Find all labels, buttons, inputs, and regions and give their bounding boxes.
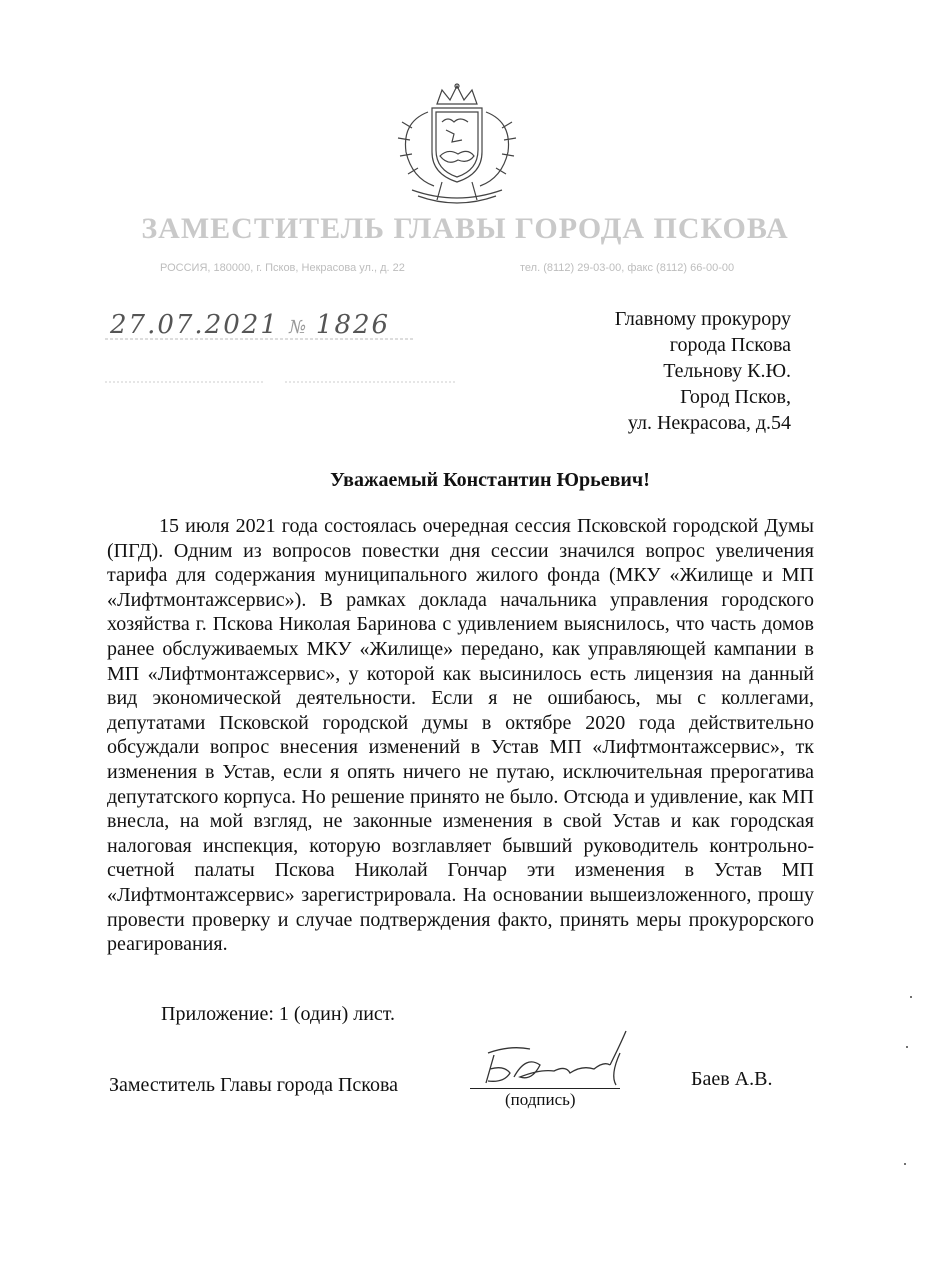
- signer-title: Заместитель Главы города Пскова: [109, 1074, 399, 1096]
- reference-underline: [105, 366, 455, 386]
- contact-address: РОССИЯ, 180000, г. Псков, Некрасова ул., д. 22: [160, 262, 405, 274]
- addressee-line: Главному прокурору: [614, 308, 791, 330]
- registration-number: 1826: [315, 310, 391, 340]
- scan-speck: [906, 1046, 908, 1048]
- addressee-line: города Пскова: [669, 334, 791, 356]
- body-paragraph: 15 июля 2021 года состоялась очередная сессия Псковской городской Думы (ПГД). Одним из вопросов повестки дня сессии значился вопрос увеличения тарифа для содержания муниципального жилого фонда (МКУ «Жилище и МП «Лифтмонтажсервис»). В рамках доклада начальника управления городского хозяйства г. Пскова Николая Баринова с удивлением выяснилось, что часть домов ранее обслуживаемых МКУ «Жилище» передано, как управляющей кампании в МП «Лифтмонтажсервис», у которой как высинилось есть лицензия на данный вид экономической деятельности. Если я не ошибаюсь, мы с коллегами, депутатами Псковской городской думы в октябре 2020 года действительно обсуждали вопрос внесения изменений в Устав МП «Лифтмонтажсервис», тк изменения в Устав, если я опять ничего не путаю, исключительная прерогатива депутатского корпуса. Но решение принято не было. Отсюда и удивление, как МП внесла, на мой взгляд, не законные изменения в свой Устав и как городская налоговая инспекция, которую возглавляет бывший руководитель контрольно-счетной палаты Пскова Николай Гончар эти изменения в Устав МП «Лифтмонтажсервис» зарегистрировала. На основании вышеизложенного, прошу провести проверку и случае подтверждения факто, принять меры прокурорского реагирования.: [107, 515, 814, 956]
- organization-title: ЗАМЕСТИТЕЛЬ ГЛАВЫ ГОРОДА ПСКОВА: [141, 212, 789, 245]
- registration-underline: [105, 312, 415, 340]
- attachment-note: Приложение: 1 (один) лист.: [161, 1003, 396, 1025]
- addressee-line: Тельнову К.Ю.: [663, 360, 791, 382]
- scan-speck: [910, 996, 912, 998]
- registration-stamp: 27.07.2021 № 1826: [110, 310, 391, 340]
- signature-line: [470, 1088, 620, 1089]
- addressee-line: Город Псков,: [680, 386, 791, 408]
- addressee-line: ул. Некрасова, д.54: [627, 412, 791, 434]
- salutation: Уважаемый Константин Юрьевич!: [330, 469, 650, 491]
- signer-name: Баев А.В.: [691, 1068, 773, 1090]
- coat-of-arms-icon: [382, 82, 532, 210]
- handwritten-signature-icon: [470, 1025, 650, 1095]
- contact-phone: тел. (8112) 29-03-00, факс (8112) 66-00-00: [520, 262, 735, 274]
- scan-speck: [904, 1163, 906, 1165]
- addressee-block: [615, 306, 791, 436]
- letter-body: [107, 514, 814, 957]
- registration-date: 27.07.2021: [110, 310, 279, 340]
- signature-caption: (подпись): [505, 1090, 576, 1109]
